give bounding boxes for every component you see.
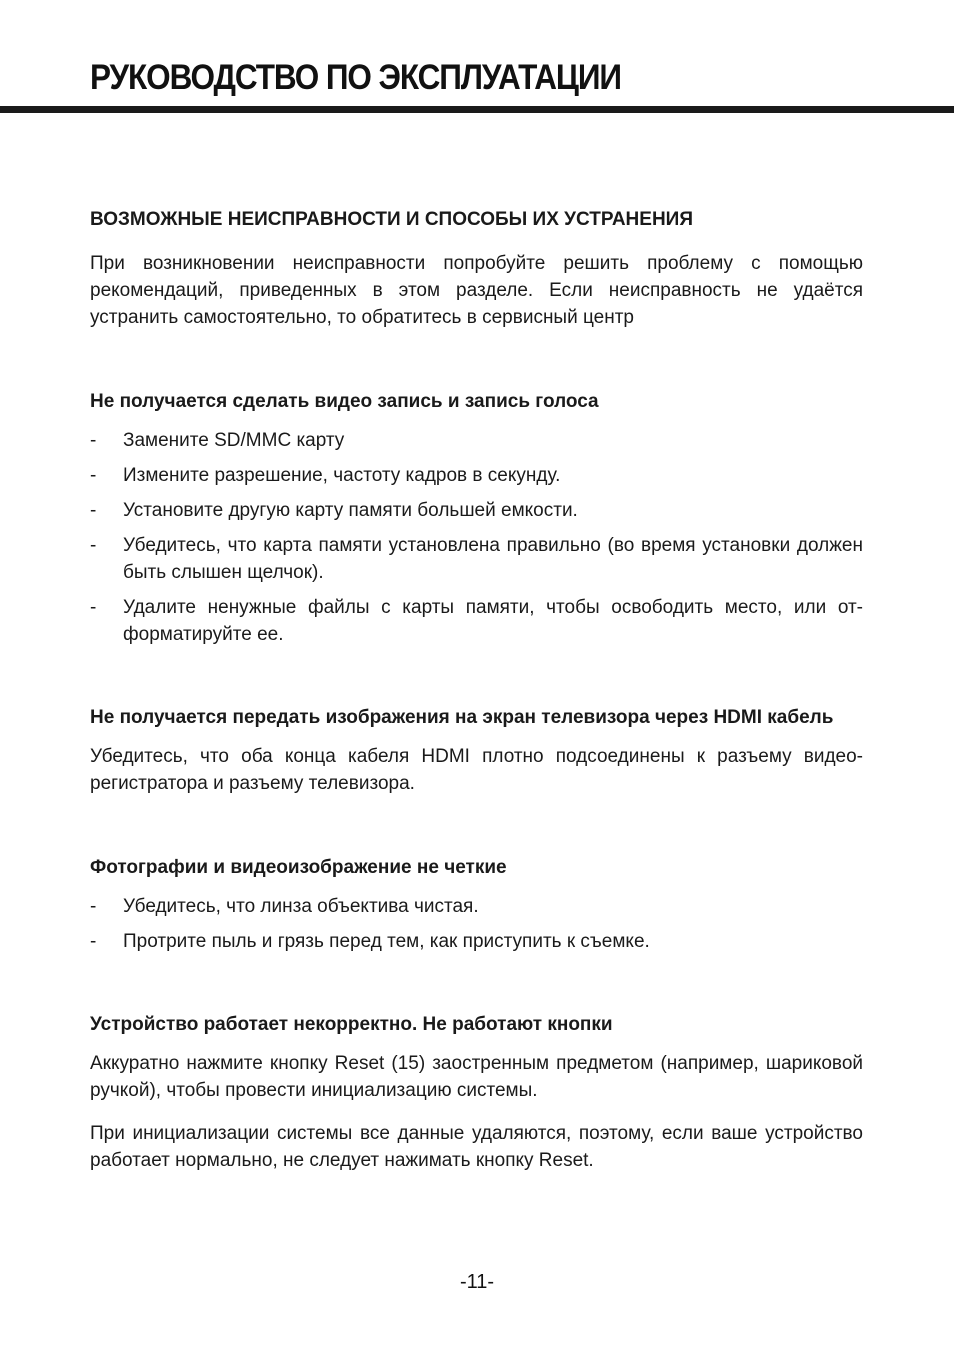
list-item-text: Удалите ненужные файлы с карты памяти, чтобы освободить место, или отформатируйте ее. [123,597,863,645]
page-number: -11- [459,1271,495,1293]
list-dash: - [90,430,97,451]
reset-paragraph: Аккуратно нажмите кнопку Reset (15) заостренным предметом (например, шариковой ручкой), чтобы провести инициализацию системы. [90,1053,863,1101]
list-dash: - [90,465,97,486]
section-title: Устройство работает некорректно. Не работают кнопки [90,1014,613,1035]
list-dash: - [90,535,97,556]
list-item [90,427,863,454]
recording-fix-list [90,427,863,648]
image-quality-fix-list [90,893,863,955]
list-item-text: Измените разрешение, частоту кадров в секунду. [123,465,561,486]
troubleshoot-section-hdmi [90,704,863,797]
troubleshoot-section-buttons [90,1011,863,1174]
troubleshoot-section-recording [90,388,863,648]
list-item-text: Убедитесь, что линза объектива чистая. [123,896,479,917]
list-item [90,893,863,920]
list-dash: - [90,597,97,618]
troubleshoot-section-image-quality [90,854,863,955]
list-item [90,928,863,955]
list-item-text: Убедитесь, что карта памяти установлена правильно (во время установки должен быть слышен щелчок). [123,535,863,583]
list-item-text: Установите другую карту памяти большей емкости. [123,500,578,521]
list-dash: - [90,931,97,952]
list-item [90,462,863,489]
list-item-text: Замените SD/MMC карту [123,430,345,451]
intro-paragraph: При возникновении неисправности попробуйте решить проблему с помощью рекомендаций, приведенных в этом разделе. Если неисправность не удаётся устранить самостоятельно, то обратитесь в сервисный центр [90,253,863,328]
document-title: РУКОВОДСТВО ПО ЭКСПЛУАТАЦИИ [90,58,621,97]
list-item [90,532,863,586]
list-item-text: Протрите пыль и грязь перед тем, как приступить к съемке. [123,931,650,952]
section-title: Не получается передать изображения на экран телевизора через HDMI кабель [90,707,834,728]
list-dash: - [90,896,97,917]
header-divider [0,106,954,113]
list-item [90,497,863,524]
section-title: Фотографии и видеоизображение не четкие [90,857,507,878]
list-dash: - [90,500,97,521]
hdmi-paragraph: Убедитесь, что оба конца кабеля HDMI плотно подсоединены к разъему видеорегистратора и разъему телевизора. [90,746,863,794]
list-item [90,594,863,648]
section-main-heading: ВОЗМОЖНЫЕ НЕИСПРАВНОСТИ И СПОСОБЫ ИХ УСТРАНЕНИЯ [90,209,693,230]
reset-warning-paragraph: При инициализации системы все данные удаляются, поэтому, если ваше устройство работает нормально, не следует нажимать кнопку Reset. [90,1123,863,1171]
section-title: Не получается сделать видео запись и запись голоса [90,391,599,412]
page-content [90,206,863,1174]
